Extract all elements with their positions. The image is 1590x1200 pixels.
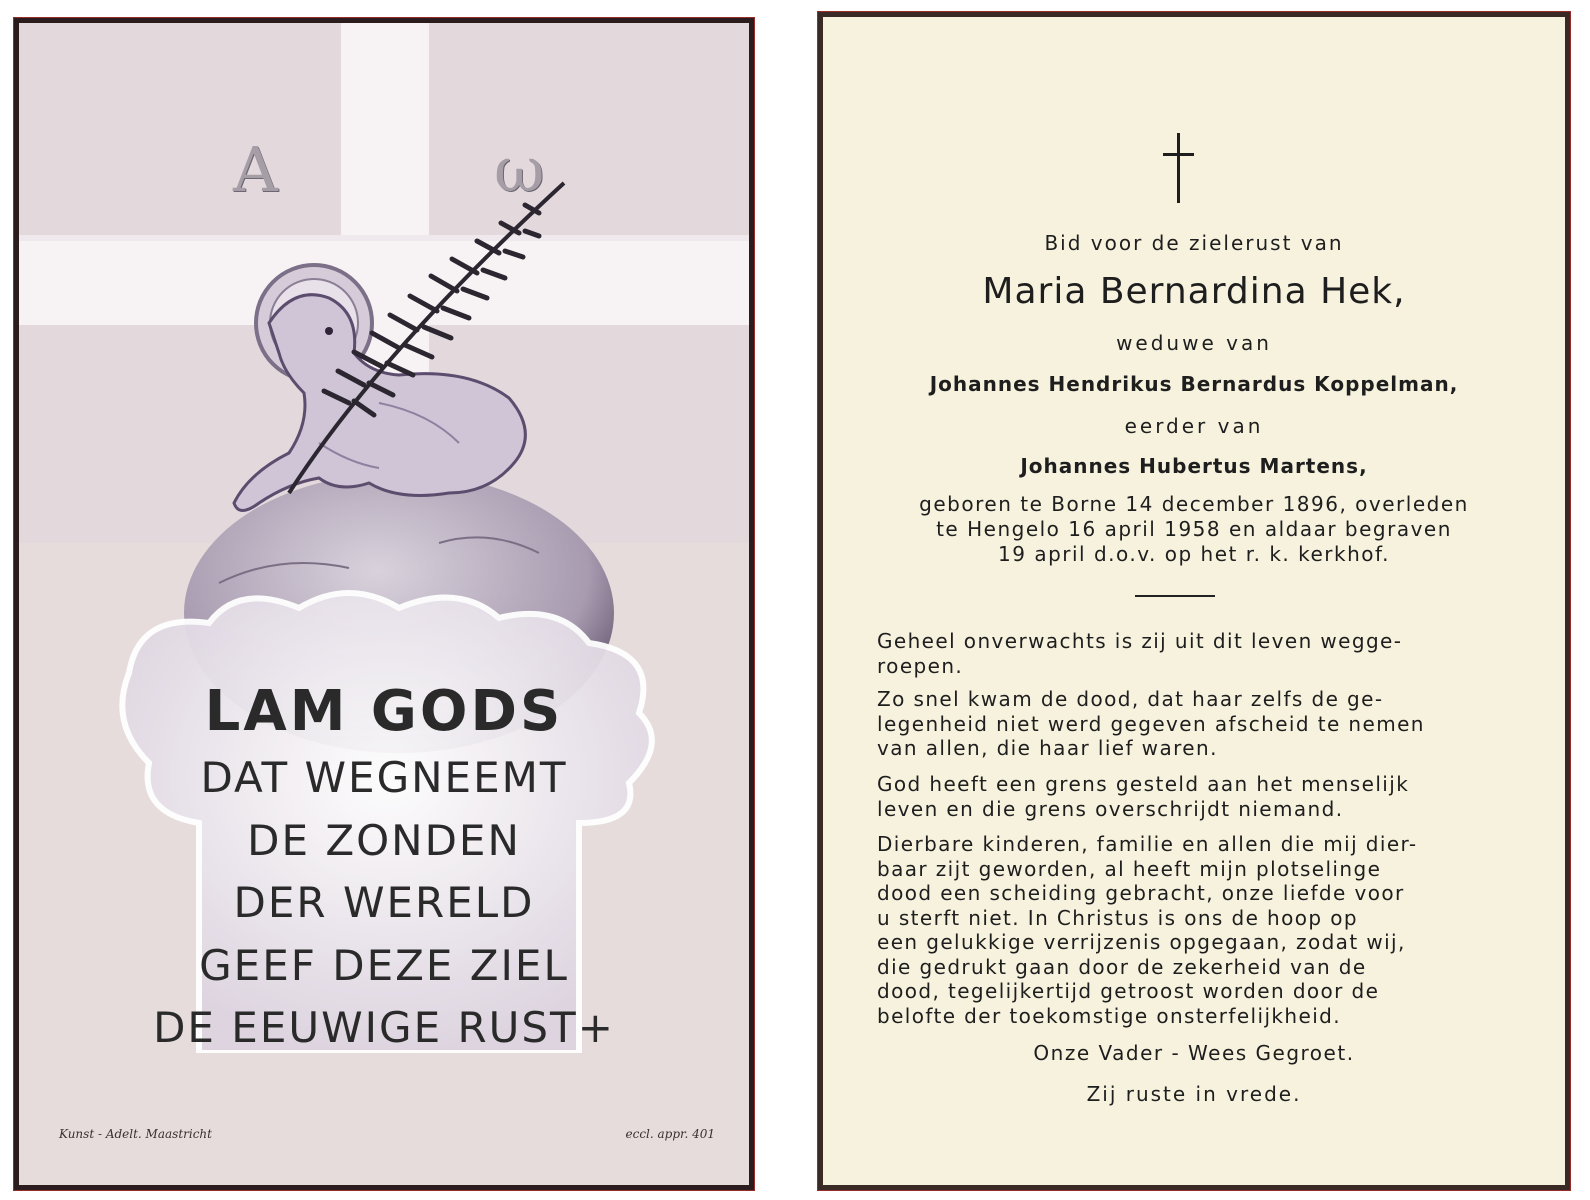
paragraph-line: van allen, die haar lief waren. bbox=[877, 736, 1218, 760]
memorial-paragraph bbox=[877, 772, 1467, 821]
verse-line: DER WERELD bbox=[233, 878, 535, 927]
memorial-paragraph bbox=[877, 629, 1467, 678]
memorial-card-back bbox=[818, 12, 1570, 1190]
verse-line: GEEF DEZE ZIEL bbox=[199, 941, 569, 990]
approval-number: eccl. appr. 401 bbox=[625, 1127, 715, 1141]
paragraph-line: u sterft niet. In Christus is ons de hoop op bbox=[877, 905, 1358, 930]
paragraph-line: leven en die grens overschrijdt niemand. bbox=[877, 796, 1344, 821]
cross-icon bbox=[1159, 133, 1199, 203]
first-husband-name: Johannes Hendrikus Bernardus Koppelman, bbox=[929, 372, 1459, 396]
publisher-imprint: Kunst - Adelt. Maastricht bbox=[59, 1127, 212, 1141]
paragraph-line: roepen. bbox=[877, 653, 964, 678]
biography-line: geboren te Borne 14 december 1896, overleden bbox=[919, 492, 1469, 516]
prayer-intro: Bid voor de zielerust van bbox=[1044, 231, 1344, 255]
verse-line: DAT WEGNEEMT bbox=[200, 753, 568, 802]
prayer-closing: Onze Vader - Wees Gegroet. bbox=[1033, 1041, 1355, 1065]
paragraph-line: Dierbare kinderen, familie en allen die mij dier- bbox=[877, 832, 1418, 856]
second-husband-name: Johannes Hubertus Martens, bbox=[1020, 454, 1368, 478]
paragraph-line: Geheel onverwachts is zij uit dit leven wegge- bbox=[877, 629, 1403, 653]
omega-symbol: ω bbox=[494, 133, 545, 206]
paragraph-line: Zo snel kwam de dood, dat haar zelfs de ge- bbox=[877, 687, 1384, 711]
paragraph-line: dood, tegelijkertijd getroost worden door de bbox=[877, 979, 1380, 1003]
memorial-paragraph bbox=[877, 687, 1467, 761]
paragraph-line: legenheid niet werd gegeven afscheid te nemen bbox=[877, 711, 1425, 736]
paragraph-line: baar zijt geworden, al heeft mijn plotselinge bbox=[877, 856, 1382, 881]
paragraph-line: dood een scheiding gebracht, onze liefde voor bbox=[877, 881, 1405, 905]
paragraph-line: belofte der toekomstige onsterfelijkheid. bbox=[877, 1003, 1342, 1028]
memorial-card-front bbox=[14, 18, 754, 1190]
widow-of-label: weduwe van bbox=[1116, 331, 1272, 355]
earlier-of-label: eerder van bbox=[1124, 414, 1264, 438]
biography-line: te Hengelo 16 april 1958 en aldaar begraven bbox=[936, 517, 1452, 541]
verse-title: LAM GODS bbox=[204, 679, 564, 744]
biography-line: 19 april d.o.v. op het r. k. kerkhof. bbox=[998, 542, 1390, 566]
alpha-symbol: A bbox=[233, 133, 278, 206]
memorial-paragraph bbox=[877, 832, 1467, 1028]
paragraph-line: die gedrukt gaan door de zekerheid van de bbox=[877, 954, 1367, 979]
verse-line: DE ZONDEN bbox=[247, 816, 521, 865]
rest-in-peace: Zij ruste in vrede. bbox=[1086, 1082, 1302, 1106]
divider bbox=[1135, 595, 1215, 597]
deceased-name: Maria Bernardina Hek, bbox=[982, 271, 1406, 312]
paragraph-line: God heeft een grens gesteld aan het menselijk bbox=[877, 772, 1410, 796]
paragraph-line: een gelukkige verrijzenis opgegaan, zodat wij, bbox=[877, 930, 1406, 954]
verse-line: DE EEUWIGE RUST+ bbox=[153, 1003, 615, 1052]
cross-horizontal bbox=[19, 235, 749, 325]
